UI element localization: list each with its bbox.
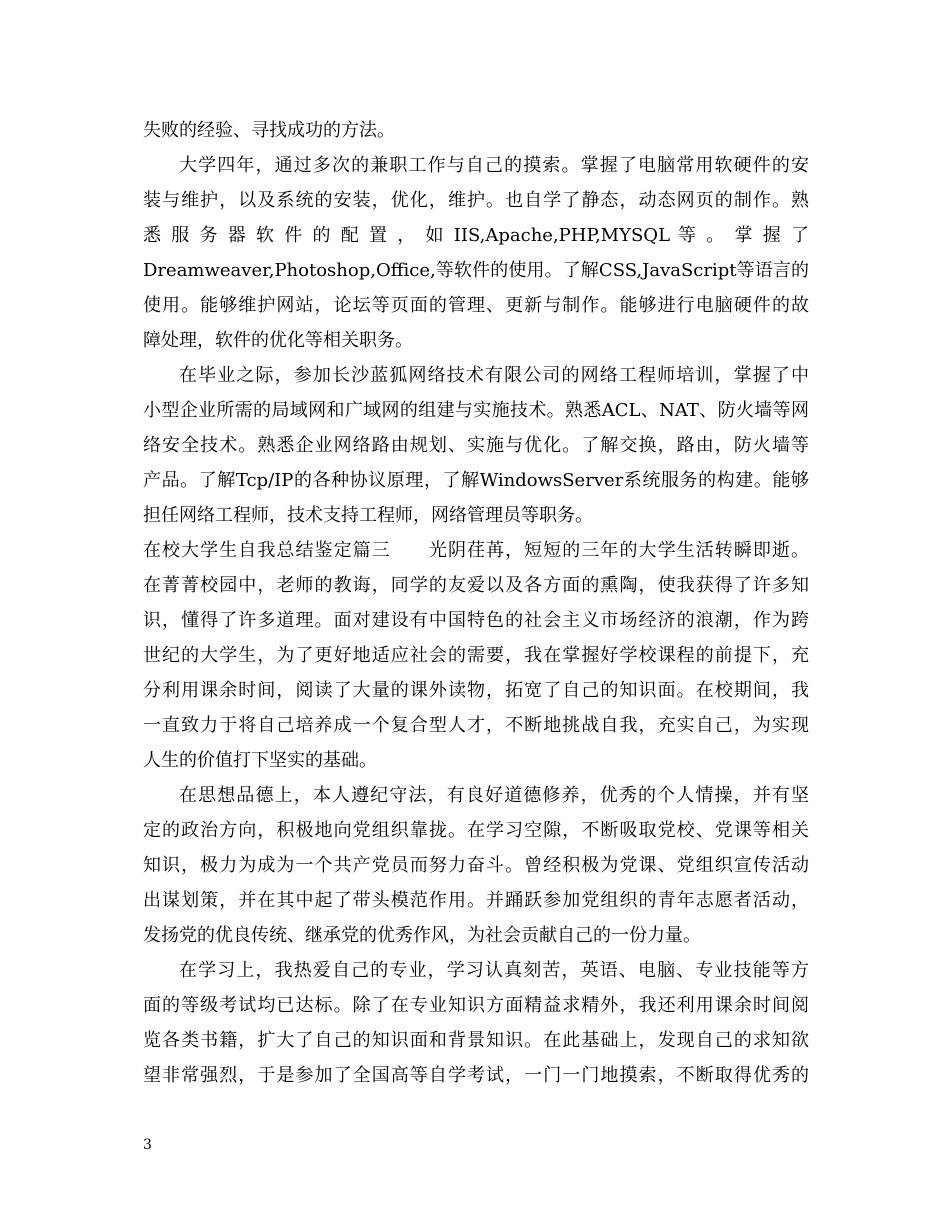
text-line: 一直致力于将自己培养成一个复合型人才，不断地挑战自我，充实自己，为实现 <box>143 715 809 736</box>
text-line: 人生的价值打下坚实的基础。 <box>143 750 377 771</box>
text-line: 面的等级考试均已达标。除了在专业知识方面精益求精外，我还利用课余时间阅 <box>143 995 809 1016</box>
text-line: 定的政治方向，积极地向党组织靠拢。在学习空隙，不断吸取党校、党课等相关 <box>143 820 809 841</box>
text-line: 在菁菁校园中，老师的教诲，同学的友爱以及各方面的熏陶，使我获得了许多知 <box>143 575 809 596</box>
text-line: Dreamweaver,Photoshop,Office,等软件的使用。了解CSS,JavaScript等语言的 <box>143 260 809 281</box>
text-line: 在学习上，我热爱自己的专业，学习认真刻苦，英语、电脑、专业技能等方 <box>179 960 809 981</box>
text-line: 装与维护，以及系统的安装，优化，维护。也自学了静态，动态网页的制作。熟 <box>143 190 809 211</box>
text-line: 障处理，软件的优化等相关职务。 <box>143 330 413 351</box>
text-line: 知识，极力为成为一个共产党员而努力奋斗。曾经积极为党课、党组织宣传活动 <box>143 855 809 876</box>
text-line: 失败的经验、寻找成功的方法。 <box>143 120 395 141</box>
text-line: 识，懂得了许多道理。面对建设有中国特色的社会主义市场经济的浪潮，作为跨 <box>143 610 809 631</box>
text-line: 分利用课余时间，阅读了大量的课外读物，拓宽了自己的知识面。在校期间，我 <box>143 680 809 701</box>
text-line: 在毕业之际，参加长沙蓝狐网络技术有限公司的网络工程师培训，掌握了中 <box>179 365 809 386</box>
text-line: 望非常强烈，于是参加了全国高等自学考试，一门一门地摸索，不断取得优秀的 <box>143 1065 809 1086</box>
text-line: 悉 服 务 器 软 件 的 配 置 ， 如 IIS,Apache,PHP,MYSQL 等 。 掌 握 了 <box>143 225 809 246</box>
text-line: 出谋划策，并在其中起了带头模范作用。并踊跃参加党组织的青年志愿者活动， <box>143 890 809 911</box>
text-line: 在思想品德上，本人遵纪守法，有良好道德修养，优秀的个人情操，并有坚 <box>179 785 809 806</box>
text-line: 络安全技术。熟悉企业网络路由规划、实施与优化。了解交换，路由，防火墙等 <box>143 435 809 456</box>
text-line: 大学四年，通过多次的兼职工作与自己的摸索。掌握了电脑常用软硬件的安 <box>179 155 809 176</box>
text-line: 在校大学生自我总结鉴定篇三 光阴荏苒，短短的三年的大学生活转瞬即逝。 <box>143 540 809 561</box>
document-body <box>143 113 809 1093</box>
text-line: 使用。能够维护网站，论坛等页面的管理、更新与制作。能够进行电脑硬件的故 <box>143 295 809 316</box>
text-line: 小型企业所需的局域网和广域网的组建与实施技术。熟悉ACL、NAT、防火墙等网 <box>143 400 809 421</box>
text-line: 产品。了解Tcp/IP的各种协议原理，了解WindowsServer系统服务的构建。能够 <box>143 470 809 491</box>
text-line: 览各类书籍，扩大了自己的知识面和背景知识。在此基础上，发现自己的求知欲 <box>143 1030 809 1051</box>
page-number: 3 <box>143 1137 152 1153</box>
text-line: 世纪的大学生，为了更好地适应社会的需要，我在掌握好学校课程的前提下，充 <box>143 645 809 666</box>
text-line: 发扬党的优良传统、继承党的优秀作风，为社会贡献自己的一份力量。 <box>143 925 701 946</box>
text-line: 担任网络工程师，技术支持工程师，网络管理员等职务。 <box>143 505 593 526</box>
